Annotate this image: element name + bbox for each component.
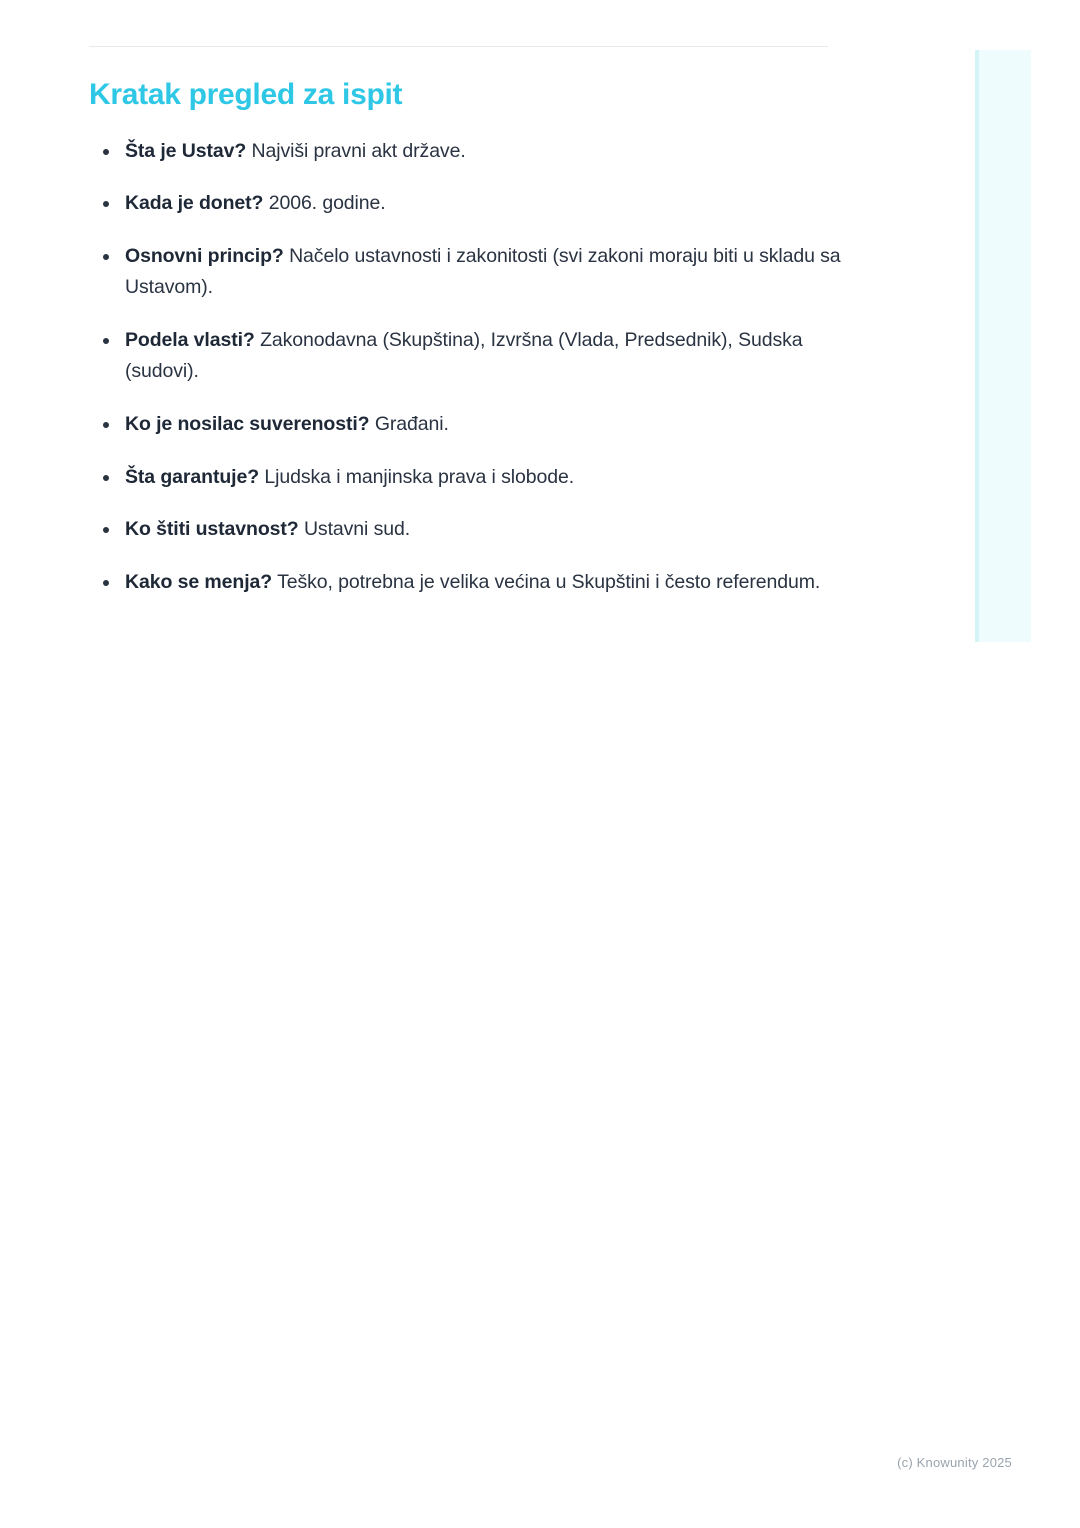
header-divider [89,46,828,47]
qa-question: Šta je Ustav? [125,139,247,162]
list-item [89,409,849,441]
qa-question: Ko štiti ustavnost? [125,518,299,541]
right-accent-strip [975,50,1031,642]
document-content [89,76,849,619]
list-item [89,241,849,304]
qa-answer: Zakonodavna (Skupština), Izvršna (Vlada, Predsednik), Sudska (sudovi). [125,328,803,383]
qa-answer: Načelo ustavnosti i zakonitosti (svi zakoni moraju biti u skladu sa Ustavom). [125,244,841,299]
right-accent-line [975,50,979,642]
qa-question: Kada je donet? [125,192,264,215]
footer-copyright: (c) Knowunity 2025 [897,1455,1012,1470]
page-title: Kratak pregled za ispit [89,78,403,111]
list-item [89,188,849,220]
qa-answer: Ustavni sud. [303,518,411,541]
qa-answer: Teško, potrebna je velika većina u Skupštini i često referendum. [277,570,821,593]
qa-question: Kako se menja? [125,570,273,593]
qa-answer: Najviši pravni akt države. [251,139,466,162]
list-item [89,136,849,168]
qa-question: Ko je nosilac suverenosti? [125,412,370,435]
list-item [89,514,849,546]
qa-list [89,136,849,599]
list-item [89,325,849,388]
list-item [89,462,849,494]
qa-answer: Građani. [374,412,449,435]
qa-question: Podela vlasti? [125,328,255,351]
qa-question: Osnovni princip? [125,244,284,267]
qa-answer: Ljudska i manjinska prava i slobode. [264,465,575,488]
qa-answer: 2006. godine. [268,192,386,215]
list-item [89,567,849,599]
qa-question: Šta garantuje? [125,465,260,488]
